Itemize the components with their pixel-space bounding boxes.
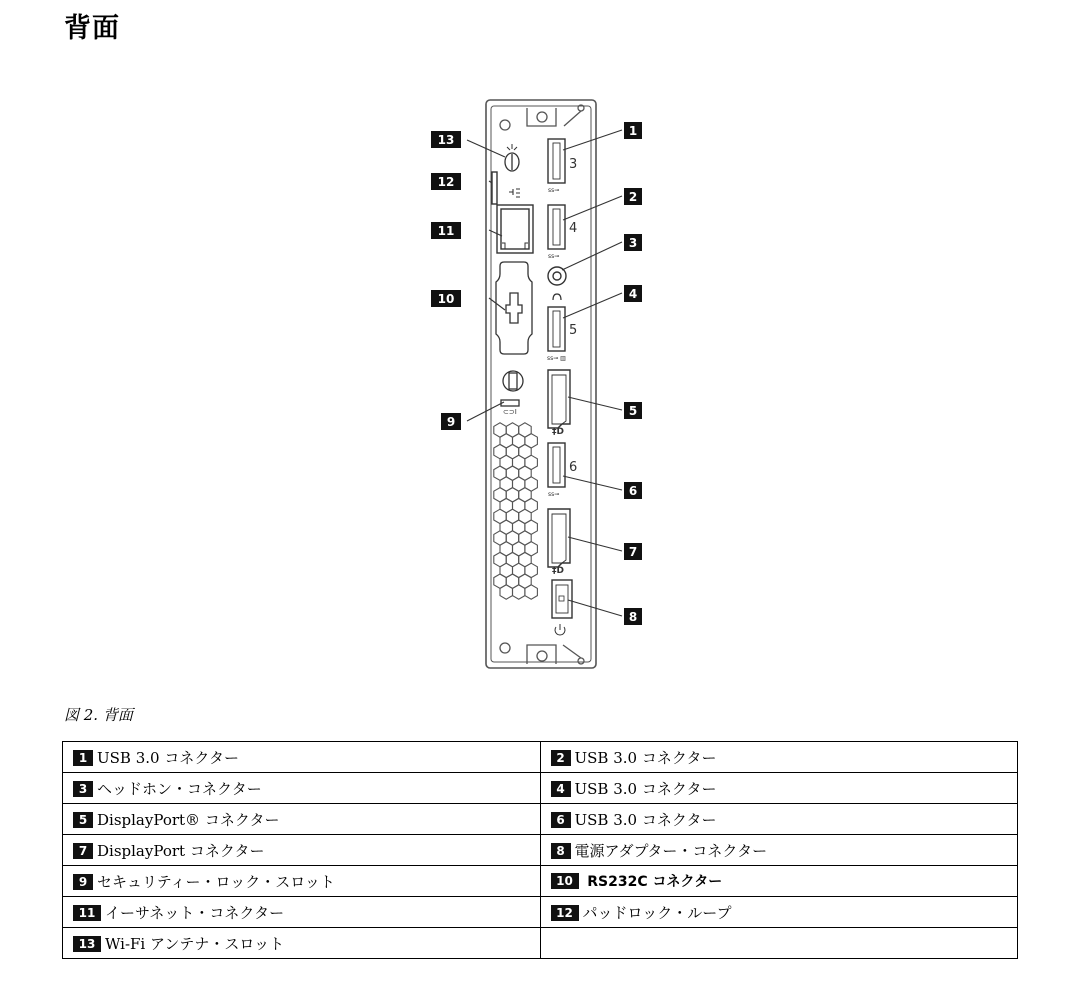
chassis-outline [486,100,596,668]
legend-label: DisplayPort コネクター [97,841,265,860]
svg-text:‡D: ‡D [552,566,564,576]
legend-number: 1 [73,750,93,766]
legend-cell [63,835,541,866]
page-heading: 背面 [64,13,120,44]
legend-label: USB 3.0 コネクター [574,748,717,767]
power-connector [552,580,572,635]
callout-8 [624,608,642,625]
port-number: 6 [569,460,578,475]
svg-text:10: 10 [437,292,455,306]
legend-cell [540,742,1018,773]
svg-text:ss⊸ ▥: ss⊸ ▥ [547,355,566,362]
table-row [63,804,1018,835]
legend-number: 5 [73,812,93,828]
port-number: 4 [569,221,578,236]
usb-port-1 [548,139,565,194]
port-number: 3 [569,157,578,172]
displayport-7 [548,509,570,576]
legend-number: 13 [73,936,101,952]
legend-cell [540,804,1018,835]
legend-number: 10 [551,873,579,889]
legend-number: 12 [551,905,579,921]
svg-text:13: 13 [437,133,455,147]
vent-hole [525,585,538,599]
legend-cell [540,835,1018,866]
svg-text:⊂⊃I: ⊂⊃I [503,408,517,416]
displayport-5 [548,370,570,437]
callout-1 [624,122,642,139]
svg-text:ss⊸: ss⊸ [548,187,560,194]
legend-label: DisplayPort® コネクター [97,810,280,829]
callout-11 [431,222,461,239]
callout-7 [624,543,642,560]
legend-number: 3 [73,781,93,797]
port-number: 5 [569,323,578,338]
svg-text:ss⊸: ss⊸ [548,491,560,498]
table-row [63,866,1018,897]
table-row [63,928,1018,959]
legend-cell [540,897,1018,928]
legend-cell [63,742,541,773]
legend-label: 電源アダプター・コネクター [574,841,768,860]
legend-number: 7 [73,843,93,859]
svg-text:ss⊸: ss⊸ [548,253,560,260]
legend-table [62,741,1018,959]
svg-text:3: 3 [628,236,638,250]
svg-text:1: 1 [628,124,638,138]
padlock-loop [492,172,497,204]
usb-port-6 [548,443,565,498]
legend-label: USB 3.0 コネクター [97,748,240,767]
ventilation-grille [494,423,538,599]
svg-text:9: 9 [446,415,456,429]
usb-port-2 [548,205,565,260]
leader-lines [467,130,622,616]
usb-port-4 [547,307,566,362]
legend-label: イーサネット・コネクター [105,903,285,922]
legend-label: ヘッドホン・コネクター [97,779,262,798]
legend-cell [63,866,541,897]
legend-number: 11 [73,905,101,921]
callout-12 [431,173,461,190]
legend-number: 4 [551,781,571,797]
legend-cell-empty [540,928,1018,959]
legend-number: 2 [551,750,571,766]
legend-label: USB 3.0 コネクター [574,810,717,829]
legend-cell [63,897,541,928]
headphone-jack [548,267,566,300]
svg-text:4: 4 [628,287,638,301]
svg-text:8: 8 [628,610,638,624]
callout-10 [431,290,461,307]
vent-hole [500,585,513,599]
legend-number: 9 [73,874,93,890]
legend-cell [63,804,541,835]
svg-text:7: 7 [628,545,638,559]
svg-text:12: 12 [437,175,455,189]
table-row [63,742,1018,773]
vent-hole [513,585,525,599]
svg-text:2: 2 [628,190,638,204]
legend-number: 8 [551,843,571,859]
table-row [63,835,1018,866]
svg-text:11: 11 [437,224,455,238]
callout-9 [441,413,461,430]
legend-label: USB 3.0 コネクター [574,779,717,798]
legend-cell [540,866,1018,897]
callout-2 [624,188,642,205]
figure-caption: 図 2. 背面 [64,706,133,724]
security-lock-slot [501,371,523,416]
svg-text:5: 5 [628,404,638,418]
legend-label: RS232C コネクター [587,874,723,890]
legend-label: Wi-Fi アンテナ・スロット [105,934,285,953]
wifi-antenna-slot [505,144,519,171]
serial-port [496,262,532,354]
ethernet-port [497,189,533,253]
callout-5 [624,402,642,419]
legend-label: パッドロック・ループ [582,903,732,922]
callout-13 [431,131,461,148]
legend-label: セキュリティー・ロック・スロット [97,872,335,891]
legend-number: 6 [551,812,571,828]
callout-4 [624,285,642,302]
table-row [63,897,1018,928]
callout-3 [624,234,642,251]
legend-cell [540,773,1018,804]
legend-cell [63,773,541,804]
legend-cell [63,928,541,959]
table-row [63,773,1018,804]
callout-6 [624,482,642,499]
svg-text:6: 6 [628,484,638,498]
svg-text:‡D: ‡D [552,427,564,437]
